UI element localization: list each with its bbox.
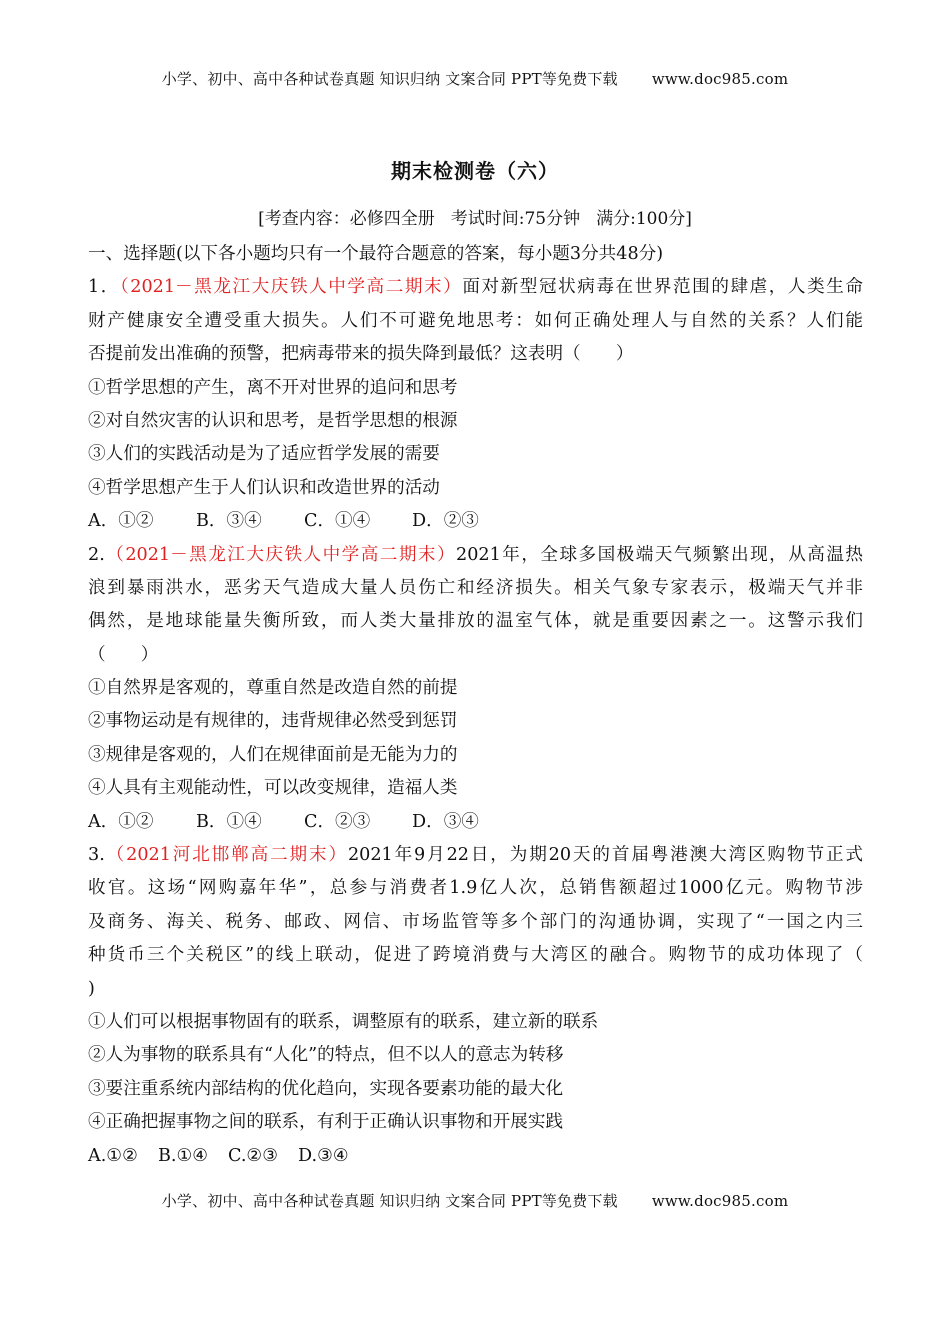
question-2-line-1 bbox=[88, 539, 863, 572]
statement: ②人为事物的联系具有“人化”的特点，但不以人的意志为转移 bbox=[88, 1045, 564, 1066]
header-url[interactable]: www.doc985.com bbox=[651, 70, 789, 88]
statement: ③要注重系统内部结构的优化趋向，实现各要素功能的最大化 bbox=[88, 1078, 564, 1099]
question-source: （2021－黑龙江大庆铁人中学高二期末） bbox=[119, 277, 463, 298]
question-2-line-3: 偶然，是地球能量失衡所致，而人类大量排放的温室气体，就是重要因素之一。这警示我们 bbox=[88, 611, 863, 632]
statement: ③规律是客观的，人们在规律面前是无能为力的 bbox=[88, 744, 458, 765]
page-footer bbox=[0, 1190, 950, 1211]
exam-time: 考试时间:75分钟 bbox=[450, 209, 581, 229]
option-a[interactable]: A.①② bbox=[88, 1145, 138, 1166]
header-text: 小学、初中、高中各种试卷真题 知识归纳 文案合同 PPT等免费下载 bbox=[161, 70, 618, 88]
question-source: （2021河北邯郸高二期末） bbox=[104, 845, 348, 866]
statement: ④哲学思想产生于人们认识和改造世界的活动 bbox=[88, 477, 440, 498]
question-2-line-4: （ ） bbox=[88, 644, 159, 665]
question-3-line-2: 收官。这场“网购嘉年华”，总参与消费者1.9亿人次，总销售额超过1000亿元。购物节涉 bbox=[88, 878, 863, 899]
option-b[interactable]: B．①④ bbox=[196, 811, 262, 832]
option-d[interactable]: D.③④ bbox=[298, 1145, 349, 1166]
page-title: 期末检测卷（六） bbox=[391, 159, 559, 183]
question-3-line-3: 及商务、海关、税务、邮政、网信、市场监管等多个部门的沟通协调，实现了“一国之内三 bbox=[88, 911, 863, 932]
question-1-line-1 bbox=[88, 271, 863, 304]
exam-content: [考查内容：必修四全册 bbox=[258, 209, 435, 229]
exam-body bbox=[88, 238, 863, 1173]
option-b[interactable]: B.①④ bbox=[158, 1145, 209, 1166]
question-3-line-5: ) bbox=[88, 978, 95, 999]
option-d[interactable]: D．②③ bbox=[412, 511, 479, 532]
question-3-line-1 bbox=[88, 839, 863, 872]
option-a[interactable]: A．①② bbox=[88, 811, 154, 832]
option-d[interactable]: D．③④ bbox=[412, 811, 479, 832]
exam-meta bbox=[0, 204, 950, 229]
option-c[interactable]: C．②③ bbox=[304, 811, 371, 832]
question-source: （2021－黑龙江大庆铁人中学高二期末） bbox=[104, 544, 457, 565]
statement: ①自然界是客观的，尊重自然是改造自然的前提 bbox=[88, 678, 458, 699]
question-text: 2021年，全球多国极端天气频繁出现，从高温热 bbox=[456, 544, 863, 565]
question-2-line-2: 浪到暴雨洪水，恶劣天气造成大量人员伤亡和经济损失。相关气象专家表示，极端天气并非 bbox=[88, 577, 863, 598]
question-number: 2. bbox=[88, 544, 105, 565]
statement: ②对自然灾害的认识和思考，是哲学思想的根源 bbox=[88, 410, 458, 431]
section-heading: 一、选择题(以下各小题均只有一个最符合题意的答案，每小题3分共48分) bbox=[88, 244, 664, 264]
statement: ①人们可以根据事物固有的联系，调整原有的联系，建立新的联系 bbox=[88, 1011, 599, 1032]
option-c[interactable]: C.②③ bbox=[228, 1145, 278, 1166]
option-c[interactable]: C．①④ bbox=[304, 511, 371, 532]
exam-score: 满分:100分] bbox=[596, 209, 692, 229]
statement: ④正确把握事物之间的联系，有利于正确认识事物和开展实践 bbox=[88, 1112, 564, 1133]
question-text: 2021年9月22日，为期20天的首届粤港澳大湾区购物节正式 bbox=[347, 845, 863, 866]
option-a[interactable]: A．①② bbox=[88, 511, 154, 532]
question-1-line-2: 财产健康安全遭受重大损失。人们不可避免地思考：如何正确处理人与自然的关系？人们能 bbox=[88, 310, 863, 331]
question-1-options bbox=[88, 505, 863, 538]
statement: ③人们的实践活动是为了适应哲学发展的需要 bbox=[88, 444, 440, 465]
statement: ②事物运动是有规律的，违背规律必然受到惩罚 bbox=[88, 711, 458, 732]
option-b[interactable]: B．③④ bbox=[196, 511, 262, 532]
question-3-line-4: 种货币三个关税区”的线上联动，促进了跨境消费与大湾区的融合。购物节的成功体现了（ bbox=[88, 945, 863, 966]
question-3-options bbox=[88, 1140, 863, 1173]
question-number: 1． bbox=[88, 277, 120, 298]
footer-text: 小学、初中、高中各种试卷真题 知识归纳 文案合同 PPT等免费下载 bbox=[161, 1192, 618, 1210]
statement: ④人具有主观能动性，可以改变规律，造福人类 bbox=[88, 778, 458, 799]
footer-url[interactable]: www.doc985.com bbox=[651, 1192, 789, 1210]
statement: ①哲学思想的产生，离不开对世界的追问和思考 bbox=[88, 377, 458, 398]
page-header bbox=[0, 68, 950, 89]
question-number: 3. bbox=[88, 845, 105, 866]
question-1-line-3: 否提前发出准确的预警，把病毒带来的损失降到最低？这表明（ ） bbox=[88, 344, 634, 365]
question-text: 面对新型冠状病毒在世界范围的肆虐，人类生命 bbox=[462, 277, 863, 298]
question-2-options bbox=[88, 806, 863, 839]
